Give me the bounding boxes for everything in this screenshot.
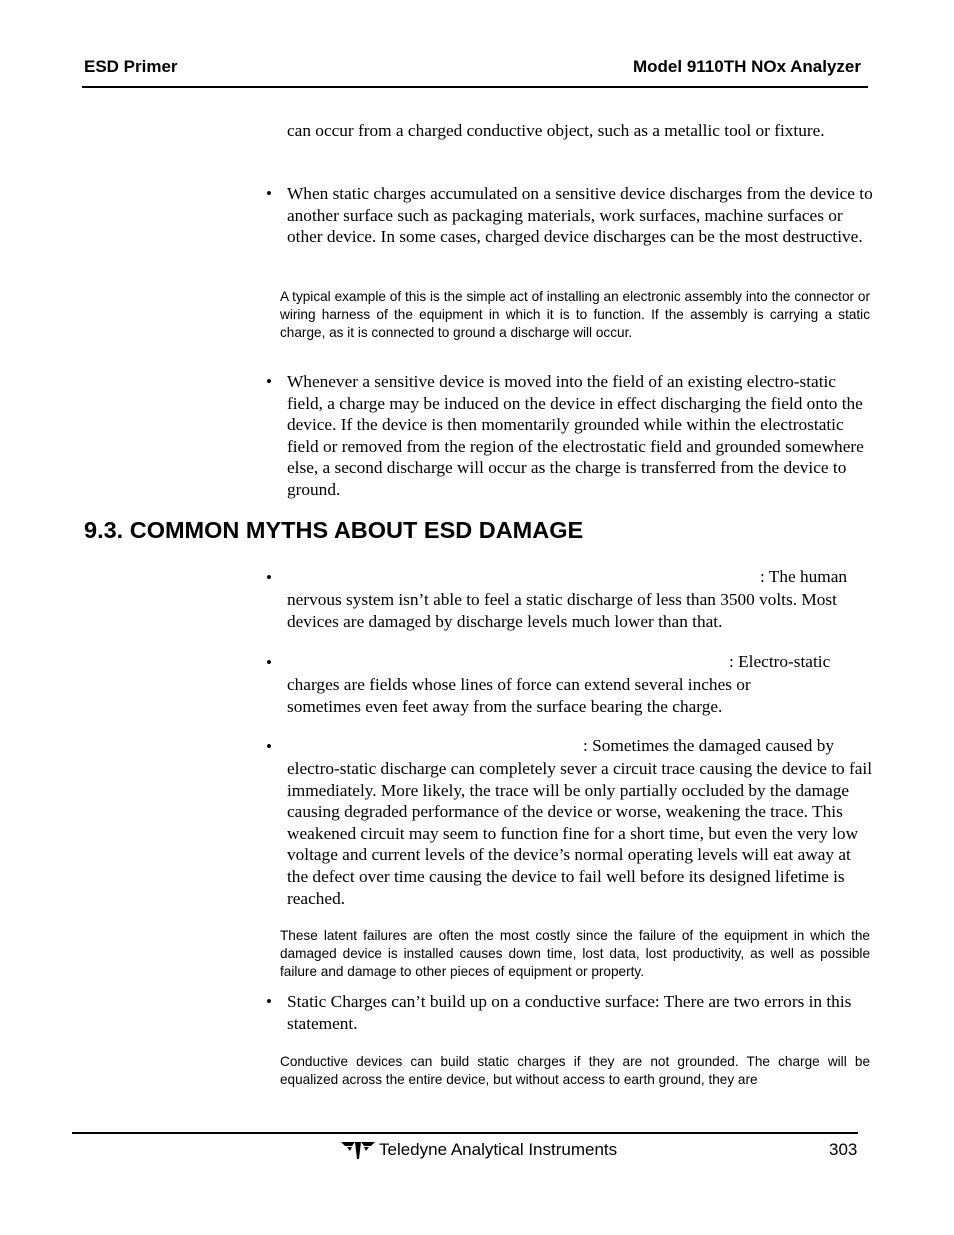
footer-divider bbox=[72, 1132, 858, 1134]
note-installing-assembly: A typical example of this is the simple act of installing an electronic assembly into the connector or wiring harness of the equipment in which it is to function. If the assembly is carrying a static charge, as it is connected to ground a discharge will occur. bbox=[280, 289, 870, 340]
header-divider bbox=[82, 86, 868, 88]
page-number: 303 bbox=[829, 1140, 858, 1159]
myth-2-lead-tail: : Electro-static bbox=[729, 652, 831, 671]
bullet-marker: • bbox=[266, 184, 272, 203]
bullet-field-induced-discharge: Whenever a sensitive device is moved into the field of an existing electro-static field, a charge may be induced on the device in effect discharging the field onto the device. If the device is then momentarily grounded while within the electrostatic field or removed from the region of the electrostatic field and grounded somewhere else, a second discharge will occur as the charge is transferred from the device to ground. bbox=[287, 372, 864, 499]
myth-2-body: charges are fields whose lines of force can extend several inches or sometimes even feet away from the surface bearing the charge. bbox=[287, 675, 751, 716]
footer-company: Teledyne Analytical Instruments bbox=[379, 1140, 618, 1159]
bullet-marker: • bbox=[266, 737, 272, 756]
teledyne-logo-icon bbox=[341, 1140, 375, 1160]
bullet-marker: • bbox=[266, 372, 272, 391]
myth-1-lead-tail: : The human bbox=[760, 567, 848, 586]
header-section-title: ESD Primer bbox=[84, 57, 178, 76]
continuation-paragraph: can occur from a charged conductive object, such as a metallic tool or fixture. bbox=[287, 121, 825, 140]
note-conductive-devices: Conductive devices can build static charges if they are not grounded. The charge will be equalized across the entire device, but without access to earth ground, they are bbox=[280, 1054, 870, 1087]
bullet-charged-device-discharge: When static charges accumulated on a sensitive device discharges from the device to another surface such as packaging materials, work surfaces, machine surfaces or other device. In some cases, charged device discharges can be the most destructive. bbox=[287, 184, 873, 247]
bullet-marker: • bbox=[266, 568, 272, 587]
bullet-conductive-surface-myth: Static Charges can’t build up on a conductive surface: There are two errors in this statement. bbox=[287, 992, 852, 1033]
myth-1-body: nervous system isn’t able to feel a static discharge of less than 3500 volts. Most devices are damaged by discharge levels much lower than that. bbox=[287, 590, 837, 631]
section-heading: 9.3. COMMON MYTHS ABOUT ESD DAMAGE bbox=[84, 517, 584, 543]
bullet-marker: • bbox=[266, 653, 272, 672]
note-latent-failures: These latent failures are often the most costly since the failure of the equipment in which the damaged device is installed causes down time, lost data, lost productivity, as well as possible failure and damage to other pieces of equipment or property. bbox=[280, 928, 870, 979]
header-document-title: Model 9110TH NOx Analyzer bbox=[632, 57, 861, 76]
myth-3-body: electro-static discharge can completely sever a circuit trace causing the device to fail immediately. More likely, the trace will be only partially occluded by the damage causing degraded performance of the device or worse, weakening the trace. This weakened circuit may seem to function fine for a short time, but even the very low voltage and current levels of the device’s normal operating levels will eat away at the defect over time causing the device to fail well before its designed lifetime is reached. bbox=[287, 759, 873, 908]
bullet-marker: • bbox=[266, 992, 272, 1011]
myth-3-lead-tail: : Sometimes the damaged caused by bbox=[583, 736, 834, 755]
